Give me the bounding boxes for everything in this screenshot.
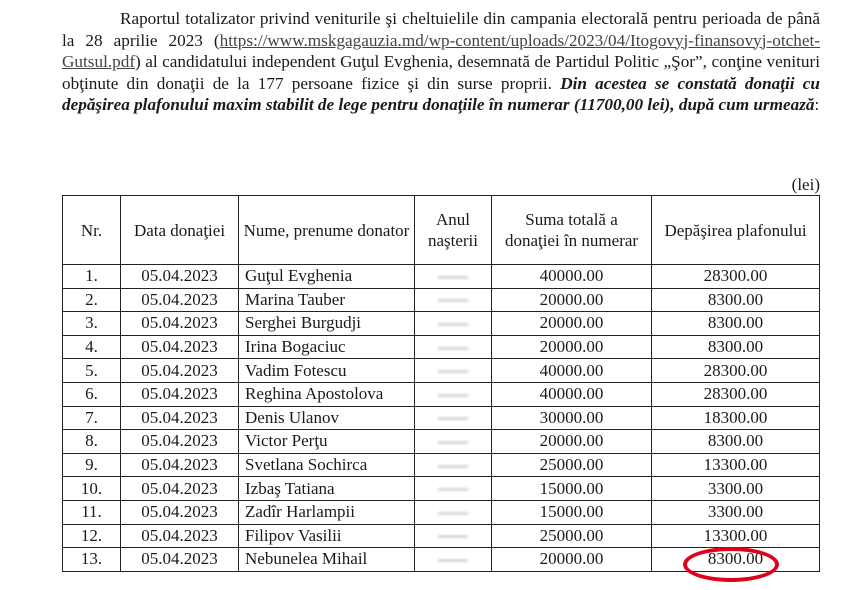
cell-over-limit: 8300.00: [652, 430, 820, 454]
cell-name: Irina Bogaciuc: [239, 335, 415, 359]
redacted-mark: [438, 276, 468, 279]
cell-nr: 13.: [63, 548, 121, 572]
cell-nr: 8.: [63, 430, 121, 454]
table-row: [63, 359, 820, 383]
redacted-mark: [438, 559, 468, 562]
cell-name: Vadim Fotescu: [239, 359, 415, 383]
cell-date: 05.04.2023: [121, 288, 239, 312]
cell-nr: 3.: [63, 312, 121, 336]
cell-sum: 20000.00: [492, 312, 652, 336]
cell-birth-year: [415, 288, 492, 312]
cell-birth-year: [415, 359, 492, 383]
cell-nr: 10.: [63, 477, 121, 501]
cell-nr: 4.: [63, 335, 121, 359]
paragraph-text-2: ) al candidatului independent Guţul Evghenia, desemnată de Partidul Politic „Şor”, conţine venituri obţinute din donaţii de la 177 persoane fizice şi din surse proprii.: [62, 52, 820, 93]
cell-name: Guţul Evghenia: [239, 265, 415, 289]
cell-over-limit: 8300.00: [652, 288, 820, 312]
paragraph-bold-text: Din acestea se constată donaţii cu depăşirea plafonului maxim stabilit de lege pentru donaţiile în numerar (11700,00 lei), după cum urmează: [62, 73, 820, 114]
cell-name: Marina Tauber: [239, 288, 415, 312]
table-row: [63, 288, 820, 312]
cell-date: 05.04.2023: [121, 265, 239, 289]
redacted-mark: [438, 441, 468, 444]
cell-sum: 15000.00: [492, 477, 652, 501]
cell-name: Svetlana Sochirca: [239, 453, 415, 477]
cell-sum: 15000.00: [492, 500, 652, 524]
cell-nr: 11.: [63, 500, 121, 524]
cell-name: Zadîr Harlampii: [239, 500, 415, 524]
table-row: [63, 382, 820, 406]
header-sum: Suma totală a donaţiei în numerar: [492, 196, 652, 265]
header-date: Data donaţiei: [121, 196, 239, 265]
cell-date: 05.04.2023: [121, 359, 239, 383]
cell-nr: 2.: [63, 288, 121, 312]
cell-nr: 1.: [63, 265, 121, 289]
redacted-mark: [438, 512, 468, 515]
currency-unit-label: (lei): [791, 175, 820, 194]
cell-name: Izbaş Tatiana: [239, 477, 415, 501]
cell-sum: 25000.00: [492, 524, 652, 548]
table-row: [63, 477, 820, 501]
redacted-mark: [438, 370, 468, 373]
cell-date: 05.04.2023: [121, 335, 239, 359]
paragraph-text-1: Raportul totalizator privind veniturile şi cheltuielile din campania electorală pentru perioada de până la 28 aprilie 2023 (: [62, 9, 820, 50]
cell-nr: 12.: [63, 524, 121, 548]
table-row: [63, 430, 820, 454]
cell-birth-year: [415, 382, 492, 406]
table-row: [63, 500, 820, 524]
cell-over-limit: 3300.00: [652, 477, 820, 501]
report-paragraph: [62, 8, 820, 116]
cell-nr: 7.: [63, 406, 121, 430]
cell-over-limit: 13300.00: [652, 453, 820, 477]
cell-name: Filipov Vasilii: [239, 524, 415, 548]
redacted-mark: [438, 417, 468, 420]
cell-name: Serghei Burgudji: [239, 312, 415, 336]
cell-over-limit: 8300.00: [652, 312, 820, 336]
cell-birth-year: [415, 500, 492, 524]
header-name: Nume, prenume donator: [239, 196, 415, 265]
redacted-mark: [438, 347, 468, 350]
cell-birth-year: [415, 265, 492, 289]
cell-name: Nebunelea Mihail: [239, 548, 415, 572]
cell-nr: 6.: [63, 382, 121, 406]
table-header-row: [63, 196, 820, 265]
redacted-mark: [438, 465, 468, 468]
cell-date: 05.04.2023: [121, 312, 239, 336]
cell-birth-year: [415, 548, 492, 572]
cell-name: Reghina Apostolova: [239, 382, 415, 406]
cell-date: 05.04.2023: [121, 382, 239, 406]
table-row: [63, 406, 820, 430]
cell-over-limit: 3300.00: [652, 500, 820, 524]
table-row: [63, 265, 820, 289]
cell-nr: 9.: [63, 453, 121, 477]
table-row: [63, 312, 820, 336]
table-row: [63, 524, 820, 548]
cell-over-limit: 18300.00: [652, 406, 820, 430]
cell-date: 05.04.2023: [121, 548, 239, 572]
cell-birth-year: [415, 477, 492, 501]
table-row: [63, 335, 820, 359]
cell-name: Victor Perţu: [239, 430, 415, 454]
redacted-mark: [438, 299, 468, 302]
cell-date: 05.04.2023: [121, 477, 239, 501]
cell-sum: 20000.00: [492, 335, 652, 359]
cell-birth-year: [415, 453, 492, 477]
cell-over-limit: 8300.00: [652, 548, 820, 572]
cell-birth-year: [415, 524, 492, 548]
cell-date: 05.04.2023: [121, 453, 239, 477]
cell-over-limit: 8300.00: [652, 335, 820, 359]
donations-table: [62, 195, 820, 572]
redacted-mark: [438, 535, 468, 538]
redacted-mark: [438, 323, 468, 326]
cell-birth-year: [415, 406, 492, 430]
report-link[interactable]: https://www.mskgagauzia.md/wp-content/uploads/2023/04/Itogovyj-finansovyj-otchet-Gutsul.pdf: [62, 30, 820, 71]
cell-date: 05.04.2023: [121, 500, 239, 524]
cell-over-limit: 28300.00: [652, 265, 820, 289]
redacted-mark: [438, 488, 468, 491]
cell-sum: 30000.00: [492, 406, 652, 430]
cell-nr: 5.: [63, 359, 121, 383]
cell-sum: 40000.00: [492, 382, 652, 406]
cell-over-limit: 28300.00: [652, 359, 820, 383]
cell-over-limit: 13300.00: [652, 524, 820, 548]
cell-sum: 40000.00: [492, 265, 652, 289]
cell-sum: 20000.00: [492, 548, 652, 572]
cell-date: 05.04.2023: [121, 430, 239, 454]
header-over-limit: Depăşirea plafonului: [652, 196, 820, 265]
redacted-mark: [438, 394, 468, 397]
cell-birth-year: [415, 430, 492, 454]
cell-sum: 25000.00: [492, 453, 652, 477]
paragraph-end: :: [814, 95, 820, 114]
cell-sum: 20000.00: [492, 288, 652, 312]
cell-name: Denis Ulanov: [239, 406, 415, 430]
header-birth-year: Anul naşterii: [415, 196, 492, 265]
cell-over-limit: 28300.00: [652, 382, 820, 406]
red-highlight-circle: [683, 547, 779, 582]
header-nr: Nr.: [63, 196, 121, 265]
table-row: [63, 453, 820, 477]
cell-birth-year: [415, 335, 492, 359]
cell-birth-year: [415, 312, 492, 336]
cell-sum: 40000.00: [492, 359, 652, 383]
cell-date: 05.04.2023: [121, 406, 239, 430]
cell-date: 05.04.2023: [121, 524, 239, 548]
cell-sum: 20000.00: [492, 430, 652, 454]
